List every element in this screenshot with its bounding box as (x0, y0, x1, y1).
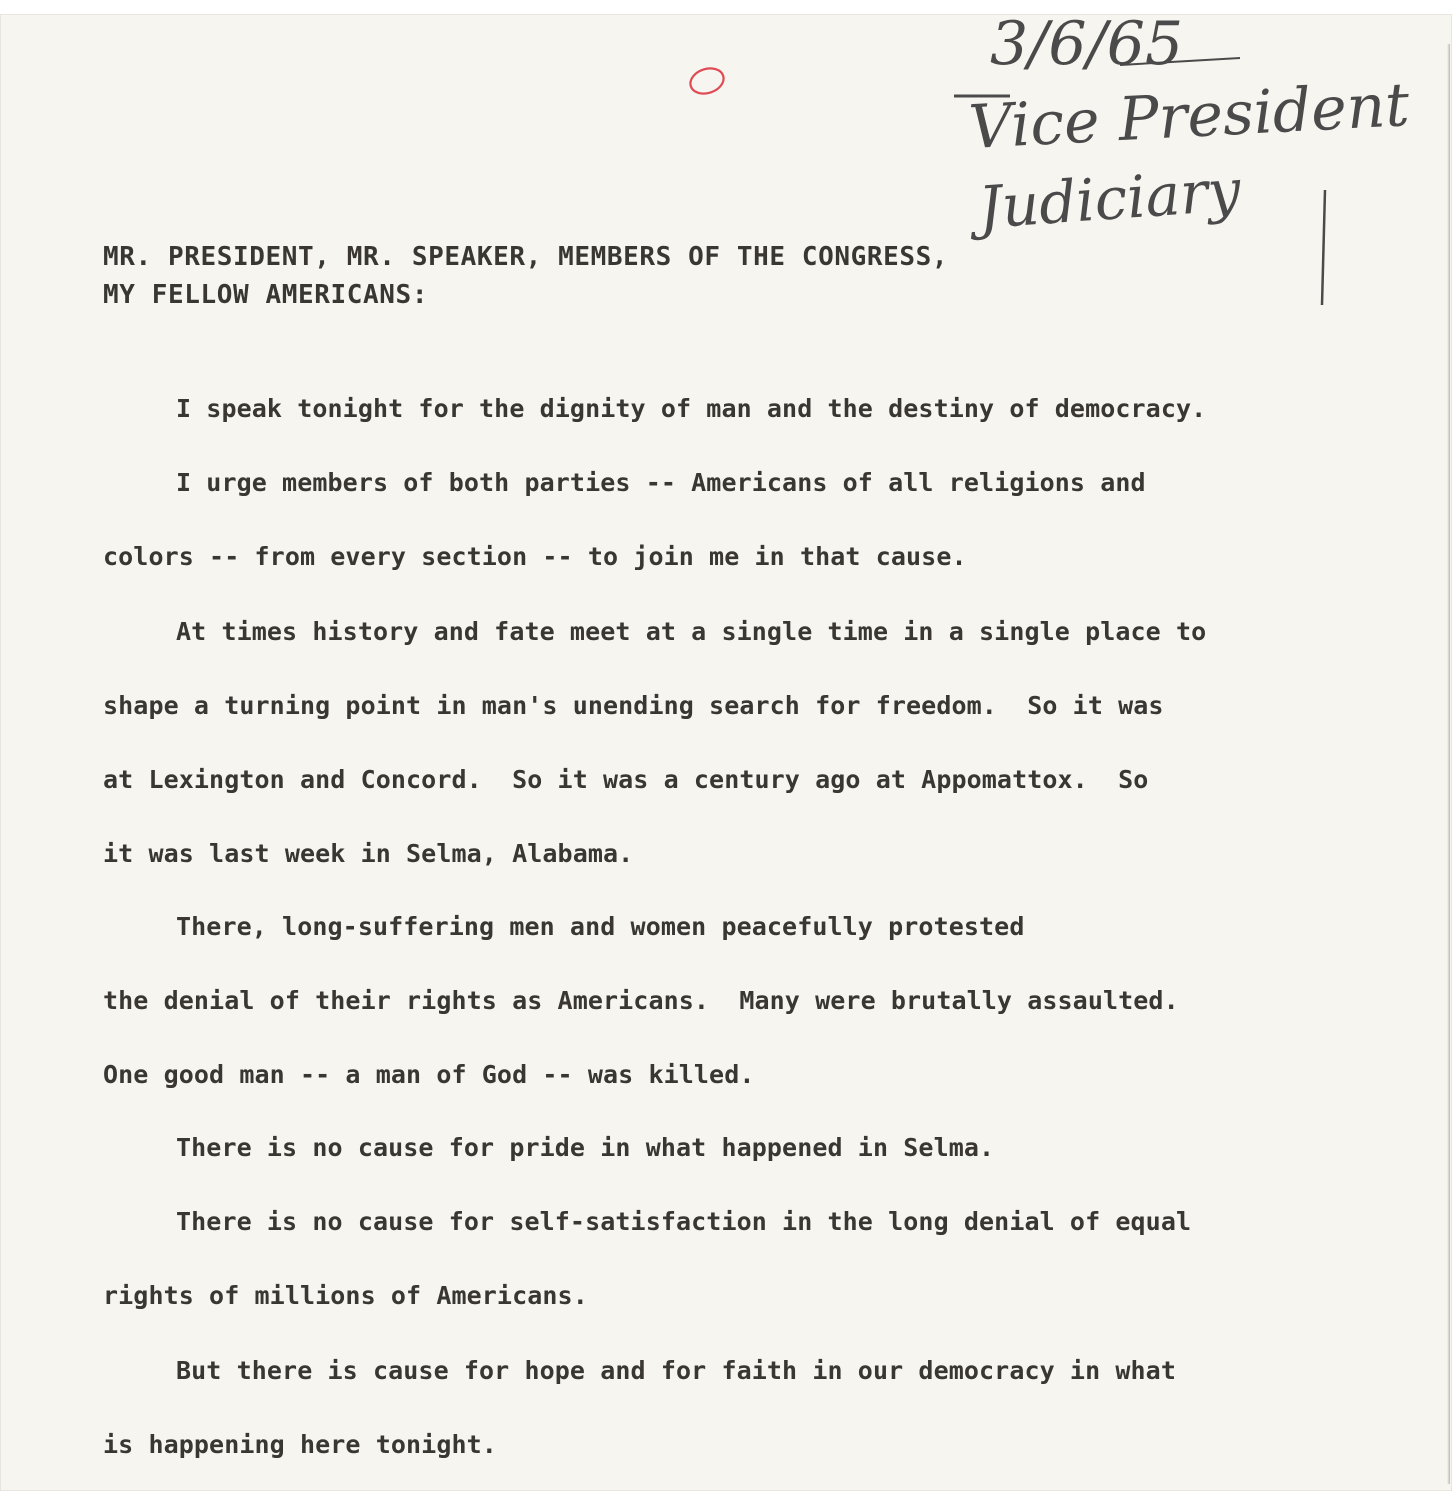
body-line: There, long-suffering men and women peacefully protested (176, 912, 1025, 941)
body-line: There is no cause for self-satisfaction in the long denial of equal (176, 1207, 1192, 1236)
body-line: But there is cause for hope and for faith in our democracy in what (176, 1356, 1176, 1385)
handwritten-judiciary: Judiciary (976, 155, 1243, 242)
body-line: at Lexington and Concord. So it was a century ago at Appomattox. So (103, 765, 1149, 794)
body-line: shape a turning point in man's unending search for freedom. So it was (103, 691, 1164, 720)
body-line: There is no cause for pride in what happened in Selma. (176, 1133, 995, 1162)
handwritten-vice-president: Vice President (967, 70, 1412, 163)
body-line: At times history and fate meet at a single time in a single place to (176, 617, 1207, 646)
handwritten-annotation (940, 0, 1452, 325)
body-line: it was last week in Selma, Alabama. (103, 839, 634, 868)
red-circle-mark (684, 62, 732, 107)
salutation-line-1: MR. PRESIDENT, MR. SPEAKER, MEMBERS OF THE CONGRESS, (103, 242, 949, 272)
body-line: is happening here tonight. (103, 1430, 497, 1459)
salutation-line-2: MY FELLOW AMERICANS: (103, 280, 429, 310)
body-line: the denial of their rights as Americans. Many were brutally assaulted. (103, 986, 1179, 1015)
body-line: rights of millions of Americans. (103, 1281, 588, 1310)
body-line: I speak tonight for the dignity of man and the destiny of democracy. (176, 394, 1207, 423)
body-line: colors -- from every section -- to join me in that cause. (103, 542, 967, 571)
handwritten-date: 3/6/65 (990, 9, 1184, 79)
body-line: I urge members of both parties -- Americans of all religions and (176, 468, 1146, 497)
body-line: One good man -- a man of God -- was killed. (103, 1060, 755, 1089)
